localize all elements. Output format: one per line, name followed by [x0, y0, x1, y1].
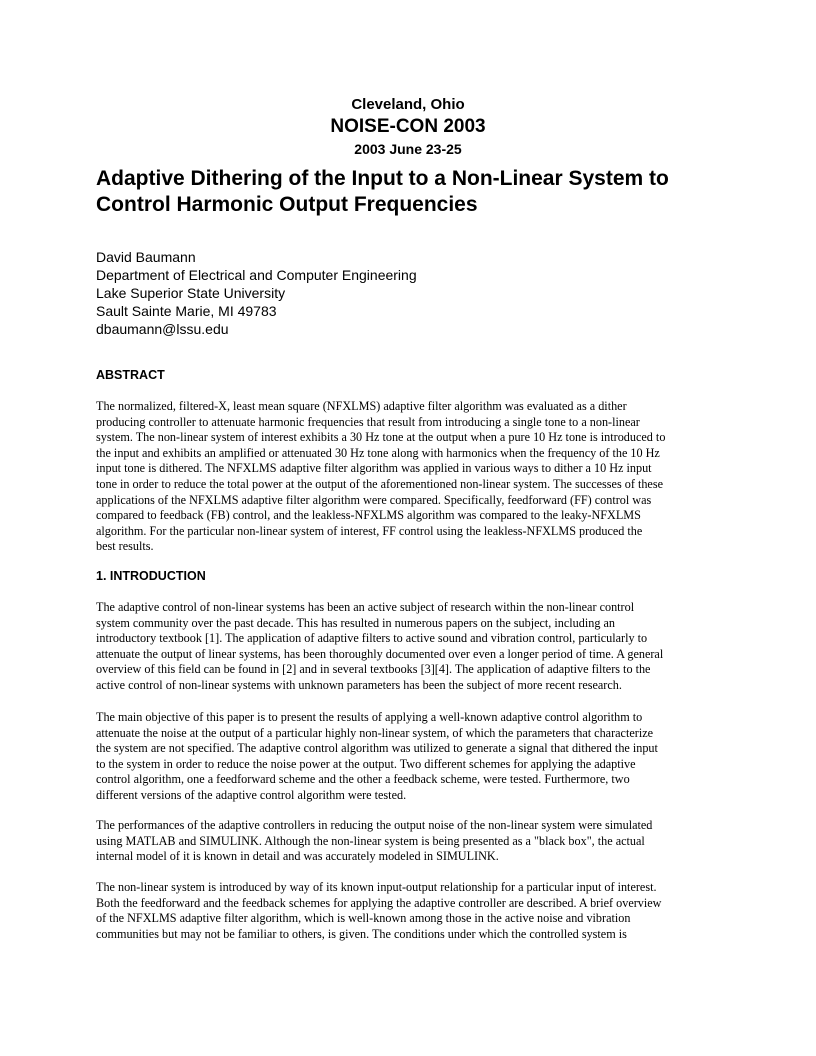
abstract-line: compared to feedback (FB) control, and the leakless-NFXLMS algorithm was compared to the leaky-NFXLMS [96, 508, 641, 523]
abstract-heading: ABSTRACT [96, 368, 165, 382]
intro-line: attenuate the noise at the output of a particular highly non-linear system, of which the parameters that characterize [96, 725, 654, 740]
author-email: dbaumann@lssu.edu [96, 321, 229, 337]
intro-line: The adaptive control of non-linear systems has been an active subject of research within the non-linear control [96, 600, 635, 614]
introduction-paragraph-2 [96, 710, 726, 804]
abstract-line: input tone is dithered. The NFXLMS adaptive filter algorithm was applied in various ways to dither a 10 Hz input [96, 461, 652, 476]
intro-line: using MATLAB and SIMULINK. Although the non-linear system is being presented as a "black box", the actual [96, 833, 645, 848]
intro-line: Both the feedforward and the feedback schemes for applying the adaptive controller are described. A brief overview [96, 895, 662, 910]
introduction-heading: 1. INTRODUCTION [96, 569, 206, 583]
author-block [96, 248, 417, 338]
intro-line: to the system in order to reduce the noise power at the output. Two different schemes for applying the adaptive [96, 756, 636, 771]
abstract-line: The normalized, filtered-X, least mean square (NFXLMS) adaptive filter algorithm was evaluated as a dither [96, 399, 627, 413]
intro-line: different versions of the adaptive control algorithm were tested. [96, 787, 407, 802]
intro-line: active control of non-linear systems with unknown parameters has been the subject of more recent research. [96, 677, 622, 692]
abstract-line: system. The non-linear system of interest exhibits a 30 Hz tone at the output when a pure 10 Hz tone is introduced to [96, 430, 666, 445]
abstract-line: producing controller to attenuate harmonic frequencies that result from introducing a single tone to a non-linear [96, 414, 640, 429]
abstract-line: tone in order to reduce the total power at the output of the aforementioned non-linear system. The successes of these [96, 476, 663, 491]
conference-dates: 2003 June 23-25 [354, 141, 462, 157]
introduction-paragraph-1 [96, 600, 726, 694]
abstract-paragraph [96, 399, 726, 555]
intro-line: The main objective of this paper is to present the results of applying a well-known adaptive control algorithm to [96, 710, 643, 724]
intro-line: communities but may not be familiar to others, is given. The conditions under which the controlled system is [96, 926, 627, 941]
abstract-line: algorithm. For the particular non-linear system of interest, FF control using the leakless-NFXLMS produced the [96, 523, 643, 538]
abstract-line: the input and exhibits an amplified or attenuated 30 Hz tone along with harmonics when the frequency of the 10 Hz [96, 445, 660, 460]
intro-line: attenuate the output of linear systems, has been thoroughly documented over even a longer period of time. A general [96, 646, 664, 661]
introduction-paragraph-3 [96, 818, 726, 865]
conference-name: NOISE-CON 2003 [330, 116, 486, 137]
intro-line: internal model of it is known in detail and was accurately modeled in SIMULINK. [96, 849, 499, 864]
intro-line: introductory textbook [1]. The application of adaptive filters to active sound and vibration control, particularly to [96, 631, 648, 646]
paper-title [96, 166, 736, 218]
abstract-line: applications of the NFXLMS adaptive filter algorithm were compared. Specifically, feedforward (FF) control was [96, 492, 652, 507]
abstract-line: best results. [96, 539, 154, 554]
author-name: David Baumann [96, 249, 196, 265]
intro-line: The non-linear system is introduced by way of its known input-output relationship for a particular input of interest. [96, 880, 657, 894]
intro-line: control algorithm, one a feedforward scheme and the other a feedback scheme, were tested. Furthermore, two [96, 772, 630, 787]
conference-city: Cleveland, Ohio [351, 96, 465, 113]
intro-line: overview of this field can be found in [2] and in several textbooks [3][4]. The application of adaptive filters to the [96, 662, 651, 677]
title-line: Control Harmonic Output Frequencies [96, 193, 478, 216]
intro-line: the system are not specified. The adaptive control algorithm was utilized to generate a signal that dithered the input [96, 741, 658, 756]
author-university: Lake Superior State University [96, 285, 286, 301]
author-department: Department of Electrical and Computer Engineering [96, 267, 417, 283]
intro-line: system community over the past decade. This has resulted in numerous papers on the subject, including an [96, 615, 615, 630]
introduction-paragraph-4 [96, 880, 726, 942]
intro-line: The performances of the adaptive controllers in reducing the output noise of the non-linear system were simulated [96, 818, 653, 832]
author-address: Sault Sainte Marie, MI 49783 [96, 303, 277, 319]
intro-line: of the NFXLMS adaptive filter algorithm, which is well-known among those in the active noise and vibration [96, 911, 631, 926]
title-line: Adaptive Dithering of the Input to a Non-Linear System to [96, 167, 669, 190]
